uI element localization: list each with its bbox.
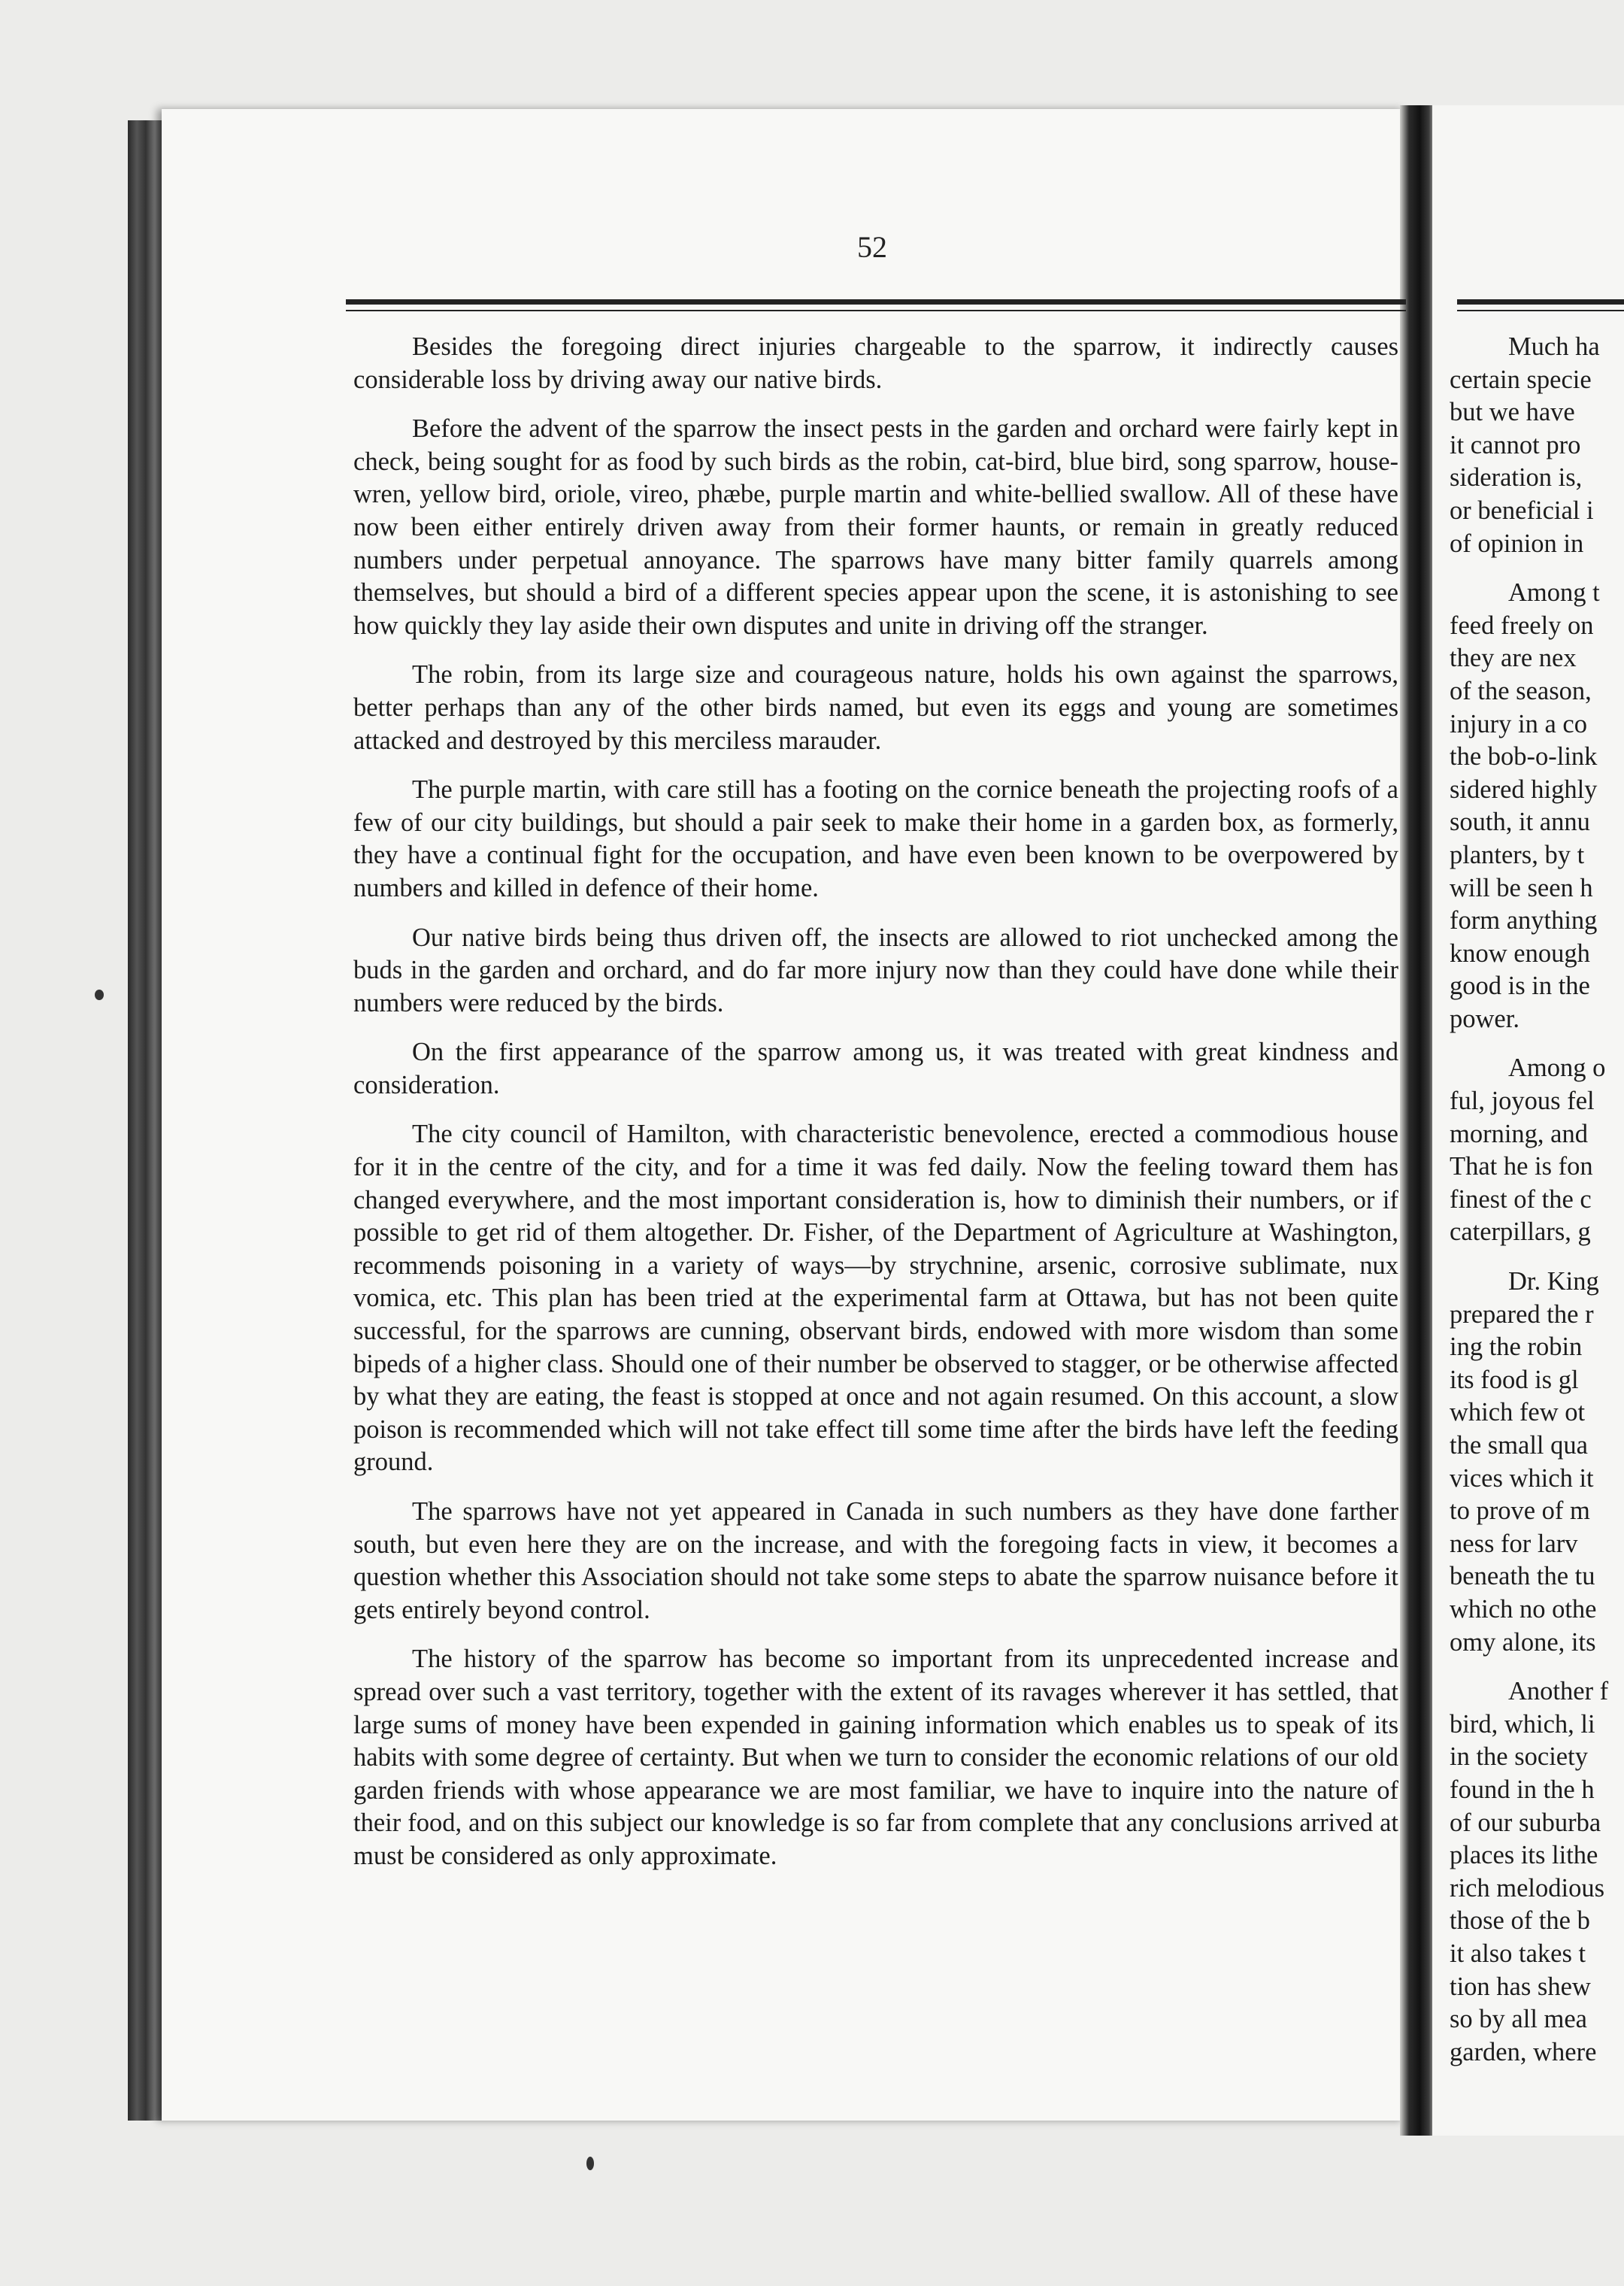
- right-text-line: south, it annu: [1450, 808, 1590, 837]
- right-text-line: certain specie: [1450, 365, 1592, 394]
- right-text-line: but we have: [1450, 398, 1575, 427]
- right-text-line: to prove of m: [1450, 1496, 1590, 1526]
- right-text-line: feed freely on: [1450, 611, 1594, 640]
- right-text-line: the bob-o-link: [1450, 742, 1598, 772]
- right-text-line: prepared the r: [1450, 1299, 1594, 1329]
- right-text-line: tion has shew: [1450, 1972, 1591, 2001]
- right-paragraph: [1450, 1052, 1624, 1249]
- book-gutter: [1400, 105, 1436, 2136]
- right-text-line: That he is fon: [1450, 1152, 1593, 1181]
- paragraph: The city council of Hamilton, with characteristic benevolence, erected a commodious house for it in the centre of the city, and for a time it was fed daily. Now the feeling toward them has changed everywhere, and the most important consideration is, how to diminish their numbers, or if possible to get rid of them altogether. Dr. Fisher, of the Department of Agriculture at Washington, recommends poisoning in a variety of ways—by strychnine, arsenic, corrosive sublimate, nux vomica, etc. This plan has been tried at the experimental farm at Ottawa, but has not been quite successful, for the sparrows are cunning, observant birds, endowed with more wisdom than some bipeds of a higher class. Should one of their number be observed to stagger, or be otherwise affected by what they are eating, the feast is stopped at once and not again resumed. On this account, a slow poison is recommended which will not take effect till some time after the birds have left the feeding ground.: [353, 1120, 1398, 1477]
- right-text-line: caterpillars, g: [1450, 1217, 1591, 1247]
- paragraph: Besides the foregoing direct injuries chargeable to the sparrow, it indirectly causes considerable loss by driving away our native birds.: [353, 332, 1398, 394]
- right-text-line: Among o: [1508, 1054, 1606, 1083]
- right-text-line: planters, by t: [1450, 840, 1585, 869]
- right-text-line: of the season,: [1450, 676, 1592, 705]
- right-text-line: Much ha: [1508, 332, 1600, 361]
- right-text-line: ful, joyous fel: [1450, 1087, 1595, 1116]
- right-text-line: places its lithe: [1450, 1841, 1598, 1870]
- page-number: 52: [857, 230, 887, 264]
- right-text-line: those of the b: [1450, 1906, 1590, 1936]
- left-page-text: [353, 331, 1398, 1890]
- right-text-line: so by all mea: [1450, 2005, 1587, 2034]
- right-text-line: of opinion in: [1450, 529, 1584, 558]
- right-text-line: it also takes t: [1450, 1939, 1586, 1968]
- right-text-line: Dr. King: [1508, 1267, 1599, 1296]
- right-header-rule-thick: [1457, 299, 1624, 305]
- right-text-line: they are nex: [1450, 644, 1577, 673]
- right-text-line: of our suburba: [1450, 1808, 1601, 1837]
- right-text-line: sidered highly: [1450, 775, 1598, 804]
- scan-speck: [95, 990, 104, 1000]
- right-text-line: found in the h: [1450, 1775, 1595, 1804]
- right-text-line: Another f: [1508, 1677, 1609, 1706]
- right-text-line: Among t: [1508, 578, 1600, 608]
- right-text-line: will be seen h: [1450, 873, 1593, 902]
- right-paragraph: [1450, 577, 1624, 1035]
- right-text-line: ness for larv: [1450, 1529, 1578, 1558]
- right-text-line: good is in the: [1450, 972, 1590, 1001]
- right-paragraph: [1450, 1266, 1624, 1659]
- right-text-line: finest of the c: [1450, 1184, 1592, 1214]
- right-text-line: beneath the tu: [1450, 1562, 1595, 1591]
- paragraph: Our native birds being thus driven off, the insects are allowed to riot unchecked among the buds in the garden and orchard, and do far more injury now than they could have done while their numbers were reduced by the birds.: [353, 923, 1398, 1017]
- right-text-line: vices which it: [1450, 1463, 1594, 1493]
- right-text-line: morning, and: [1450, 1119, 1588, 1148]
- right-text-line: which no othe: [1450, 1594, 1597, 1624]
- header-rule-thin: [346, 310, 1406, 311]
- right-text-line: know enough: [1450, 938, 1590, 968]
- paragraph: The sparrows have not yet appeared in Canada in such numbers as they have done farther south, but even here they are on the increase, and with the foregoing facts in view, it becomes a question whether this Association should not take some steps to abate the sparrow nuisance before it gets entirely beyond control.: [353, 1497, 1398, 1624]
- right-header-rule-thin: [1457, 310, 1624, 311]
- right-text-line: in the society: [1450, 1742, 1588, 1772]
- right-text-line: the small qua: [1450, 1431, 1588, 1460]
- paragraph: The robin, from its large size and courageous nature, holds his own against the sparrows, better perhaps than any of the other birds named, but even its eggs and young are sometimes attacked and destroyed by this merciless marauder.: [353, 660, 1398, 755]
- paragraph: On the first appearance of the sparrow among us, it was treated with great kindness and consideration.: [353, 1038, 1398, 1099]
- right-text-line: bird, which, li: [1450, 1709, 1595, 1739]
- right-text-line: omy alone, its: [1450, 1627, 1596, 1657]
- right-text-line: power.: [1450, 1004, 1519, 1033]
- right-text-line: rich melodious: [1450, 1873, 1605, 1902]
- header-rule-thick: [346, 299, 1406, 305]
- right-text-line: it cannot pro: [1450, 430, 1581, 459]
- right-text-line: ing the robin: [1450, 1332, 1583, 1362]
- right-paragraph: [1450, 331, 1624, 560]
- paragraph: The purple martin, with care still has a footing on the cornice beneath the projecting roofs of a few of our city buildings, but should a pair seek to make their home in a garden box, as formerly, they have a continual fight for the occupation, and have even been known to be overpowered by numbers and killed in defence of their home.: [353, 775, 1398, 902]
- right-text-line: sideration is,: [1450, 463, 1583, 493]
- right-paragraph: [1450, 1675, 1624, 2069]
- right-text-line: garden, where: [1450, 2037, 1597, 2066]
- right-text-line: or beneficial i: [1450, 496, 1594, 525]
- paragraph: The history of the sparrow has become so important from its unprecedented increase and spread over such a vast territory, together with the extent of its ravages wherever it has settled, that large sums of money have been expended in gaining information which enables us to speak of its habits with some degree of certainty. But when we turn to consider the economic relations of our old garden friends with whose appearance we are most familiar, we have to inquire into the nature of their food, and on this subject our knowledge is so far from complete that any conclusions arrived at must be considered as only approximate.: [353, 1645, 1398, 1870]
- right-page-text: [1450, 331, 1624, 2085]
- scan-speck: [586, 2157, 594, 2170]
- right-text-line: form anything: [1450, 906, 1598, 935]
- paragraph: Before the advent of the sparrow the insect pests in the garden and orchard were fairly kept in check, being sought for as food by such birds as the robin, cat-bird, blue bird, song sparrow, house-wren, yellow bird, oriole, vireo, phæbe, purple martin and white-bellied swallow. All of these have now been either entirely driven away from their former haunts, or remain in greatly reduced numbers under perpetual annoyance. The sparrows have many bitter family quarrels among themselves, but should a bird of a different species appear upon the scene, it is astonishing to see how quickly they lay aside their own disputes and unite in driving off the stranger.: [353, 414, 1398, 640]
- right-text-line: injury in a co: [1450, 709, 1587, 738]
- right-text-line: which few ot: [1450, 1398, 1586, 1427]
- right-text-line: its food is gl: [1450, 1365, 1579, 1394]
